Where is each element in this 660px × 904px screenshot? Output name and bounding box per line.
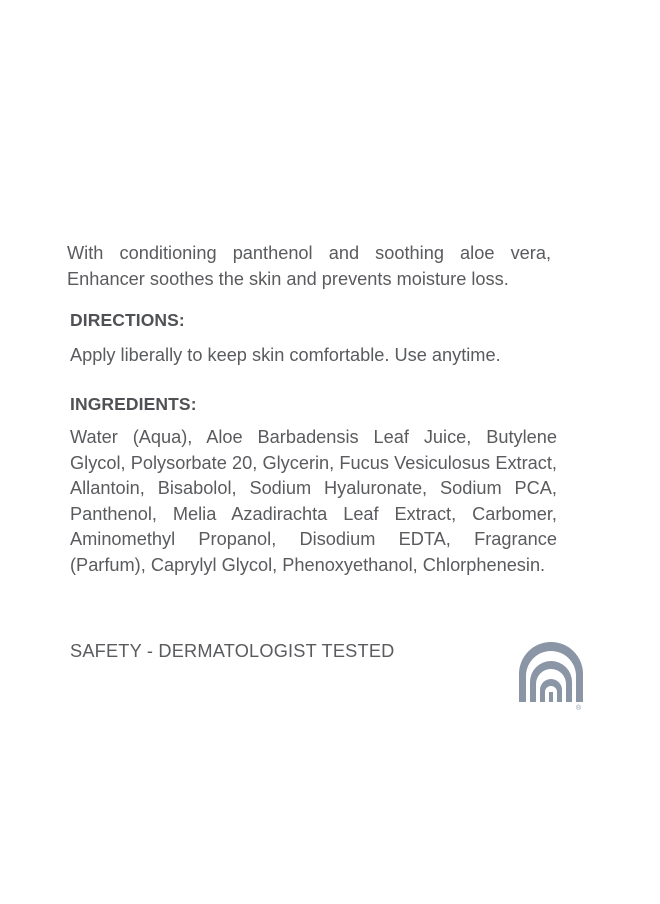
directions-heading: DIRECTIONS:: [70, 310, 185, 330]
directions-text: Apply liberally to keep skin comfortable. Use anytime.: [70, 345, 501, 365]
ingredients-heading: INGREDIENTS:: [70, 394, 197, 414]
brand-logo-icon: [516, 640, 586, 712]
registered-mark: ®: [576, 705, 582, 712]
safety-statement: SAFETY - DERMATOLOGIST TESTED: [70, 641, 395, 661]
intro-paragraph: With conditioning panthenol and soothing aloe vera, Enhancer soothes the skin and prevents moisture loss.: [67, 243, 551, 289]
ingredients-list: Water (Aqua), Aloe Barbadensis Leaf Juice, Butylene Glycol, Polysorbate 20, Glycerin, Fucus Vesiculosus Extract, Allantoin, Bisabolol, Sodium Hyaluronate, Sodium PCA, Panthenol, Melia Azadirachta Leaf Extract, Carbomer, Aminomethyl Propanol, Disodium EDTA, Fragrance (Parfum), Caprylyl Glycol, Phenoxyethanol, Chlorphenesin.: [70, 427, 557, 575]
